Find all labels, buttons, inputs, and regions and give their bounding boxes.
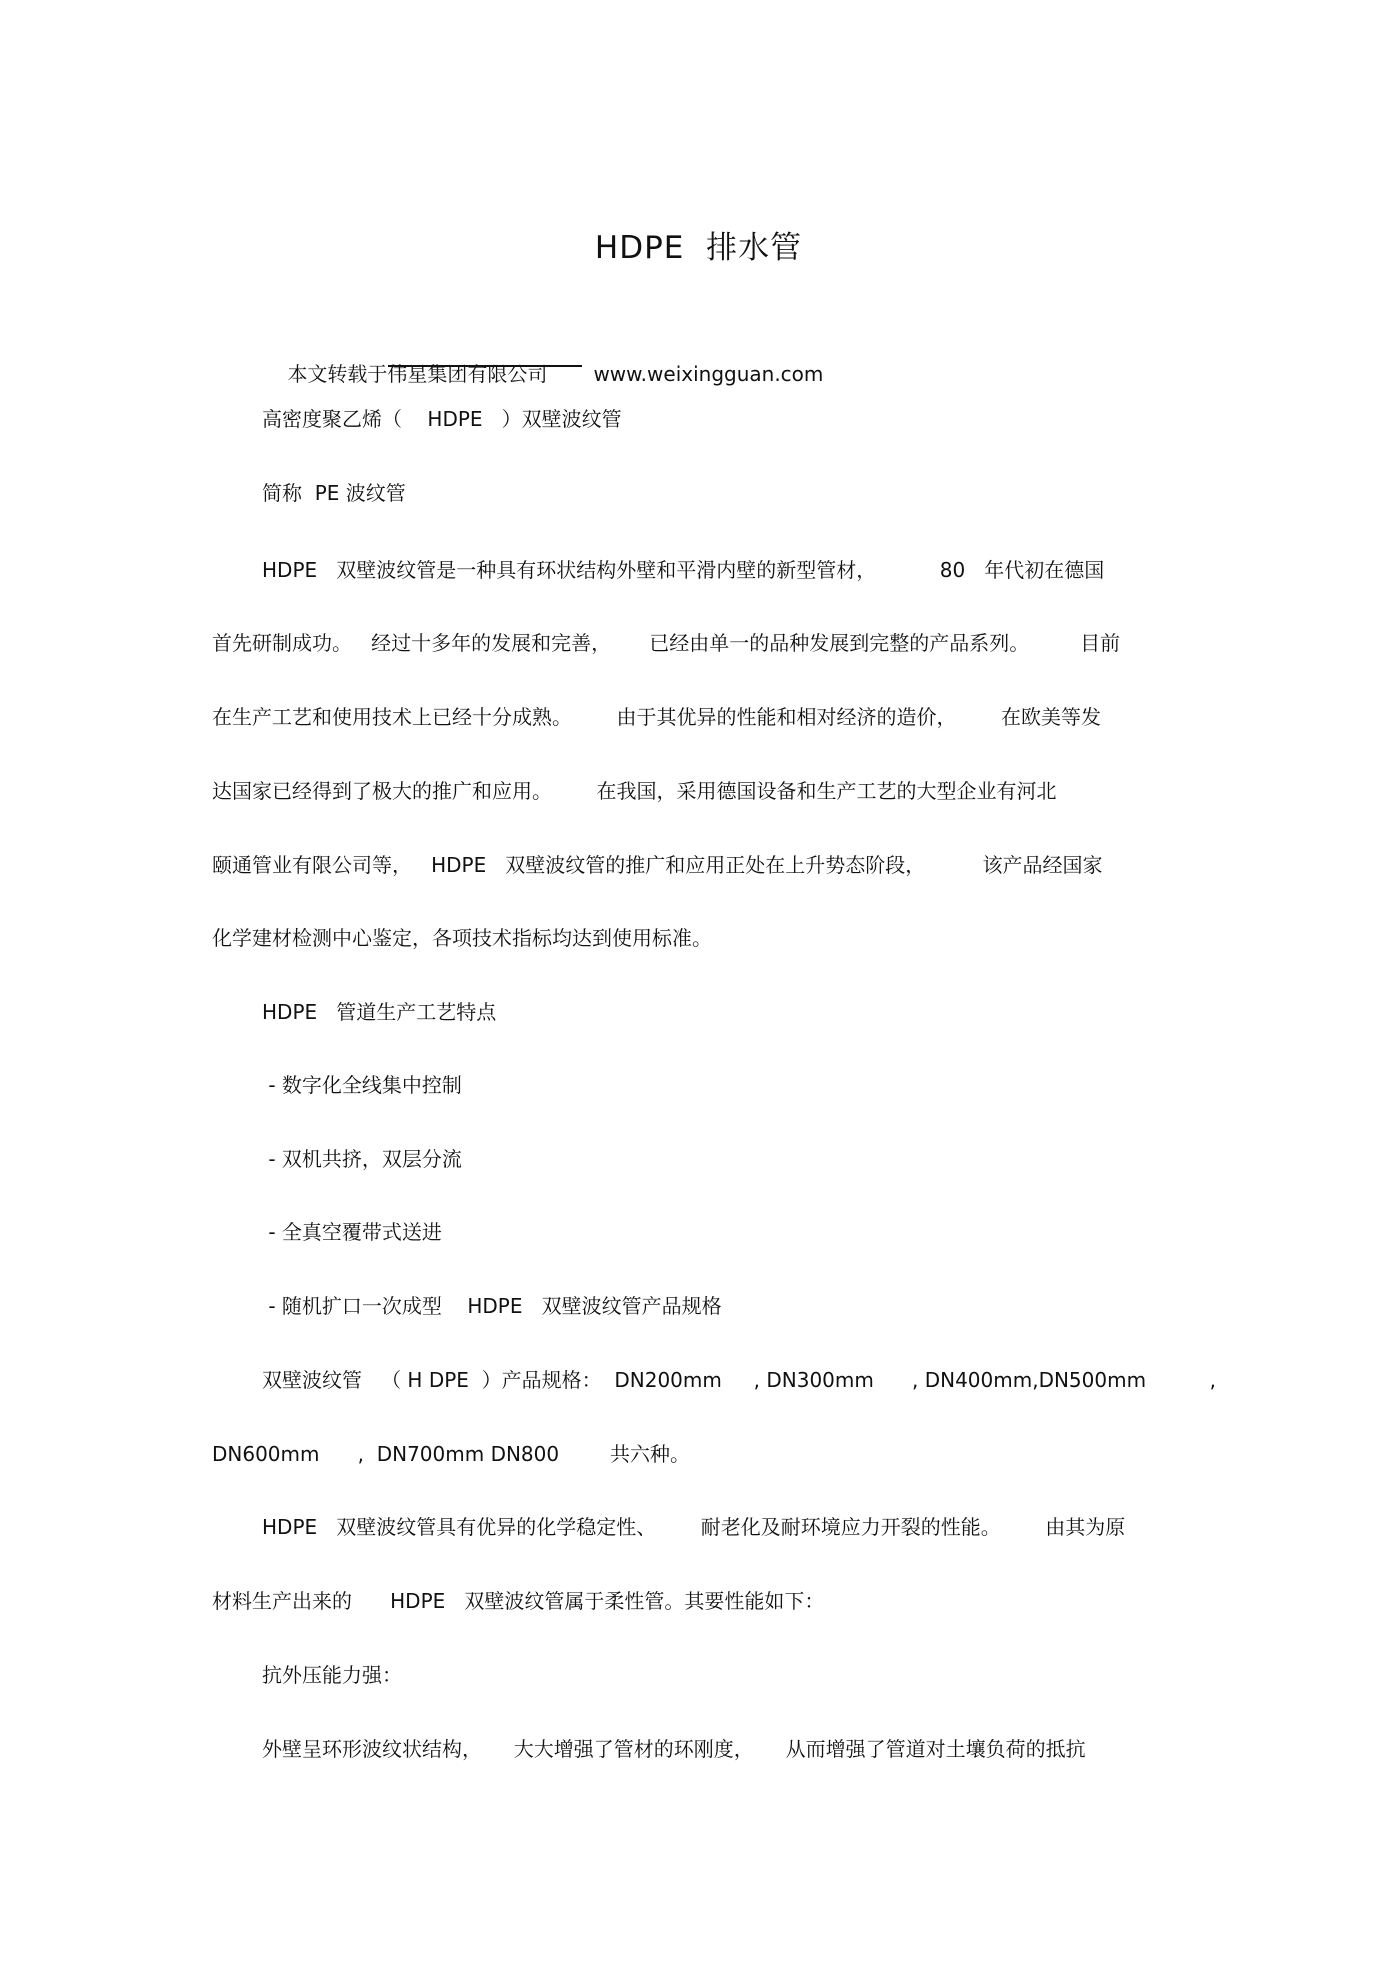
paragraph-line: 达国家已经得到了极大的推广和应用。 在我国，采用德国设备和生产工艺的大型企业有河北: [212, 779, 1057, 803]
source-text: 本文转载于伟星集团有限公司: [287, 362, 548, 386]
list-item: - 数字化全线集中控制: [262, 1073, 462, 1097]
paragraph-line: HDPE 双壁波纹管具有优异的化学稳定性、 耐老化及耐环境应力开裂的性能。 由其为原: [262, 1515, 1126, 1539]
paragraph-line: HDPE 双壁波纹管是一种具有环状结构外壁和平滑内壁的新型管材， 80 年代初在德国: [262, 558, 1105, 582]
paragraph-line: 简称 PE 波纹管: [262, 481, 406, 505]
paragraph-line: 颐通管业有限公司等， HDPE 双壁波纹管的推广和应用正处在上升势态阶段， 该产品经国家: [212, 853, 1103, 877]
source-url[interactable]: www.weixingguan.com: [593, 362, 824, 386]
page-title: HDPE 排水管: [594, 230, 803, 266]
list-item: - 随机扩口一次成型 HDPE 双壁波纹管产品规格: [262, 1294, 722, 1318]
section-heading: 抗外压能力强：: [262, 1663, 402, 1687]
paragraph-line: 化学建材检测中心鉴定，各项技术指标均达到使用标准。: [212, 926, 712, 950]
paragraph-line: 外壁呈环形波纹状结构， 大大增强了管材的环刚度， 从而增强了管道对土壤负荷的抵抗: [262, 1737, 1086, 1761]
paragraph-line: 首先研制成功。 经过十多年的发展和完善， 已经由单一的品种发展到完整的产品系列。 目前: [212, 631, 1121, 655]
source-underline: [388, 365, 582, 367]
paragraph-line: 双壁波纹管 （ H DPE ）产品规格： DN200mm , DN300mm , DN400mm,DN500mm ,: [262, 1368, 1217, 1392]
paragraph-line: DN600mm , DN700mm DN800 共六种。: [212, 1442, 690, 1466]
paragraph-line: 材料生产出来的 HDPE 双壁波纹管属于柔性管。其要性能如下：: [212, 1589, 825, 1613]
source-line: [262, 332, 823, 416]
section-heading: HDPE 管道生产工艺特点: [262, 1000, 497, 1024]
list-item: - 全真空覆带式送进: [262, 1220, 442, 1244]
paragraph-line: 在生产工艺和使用技术上已经十分成熟。 由于其优异的性能和相对经济的造价， 在欧美等发: [212, 705, 1102, 729]
paragraph-line: 高密度聚乙烯（ HDPE ）双壁波纹管: [262, 407, 622, 431]
list-item: - 双机共挤，双层分流: [262, 1147, 462, 1171]
